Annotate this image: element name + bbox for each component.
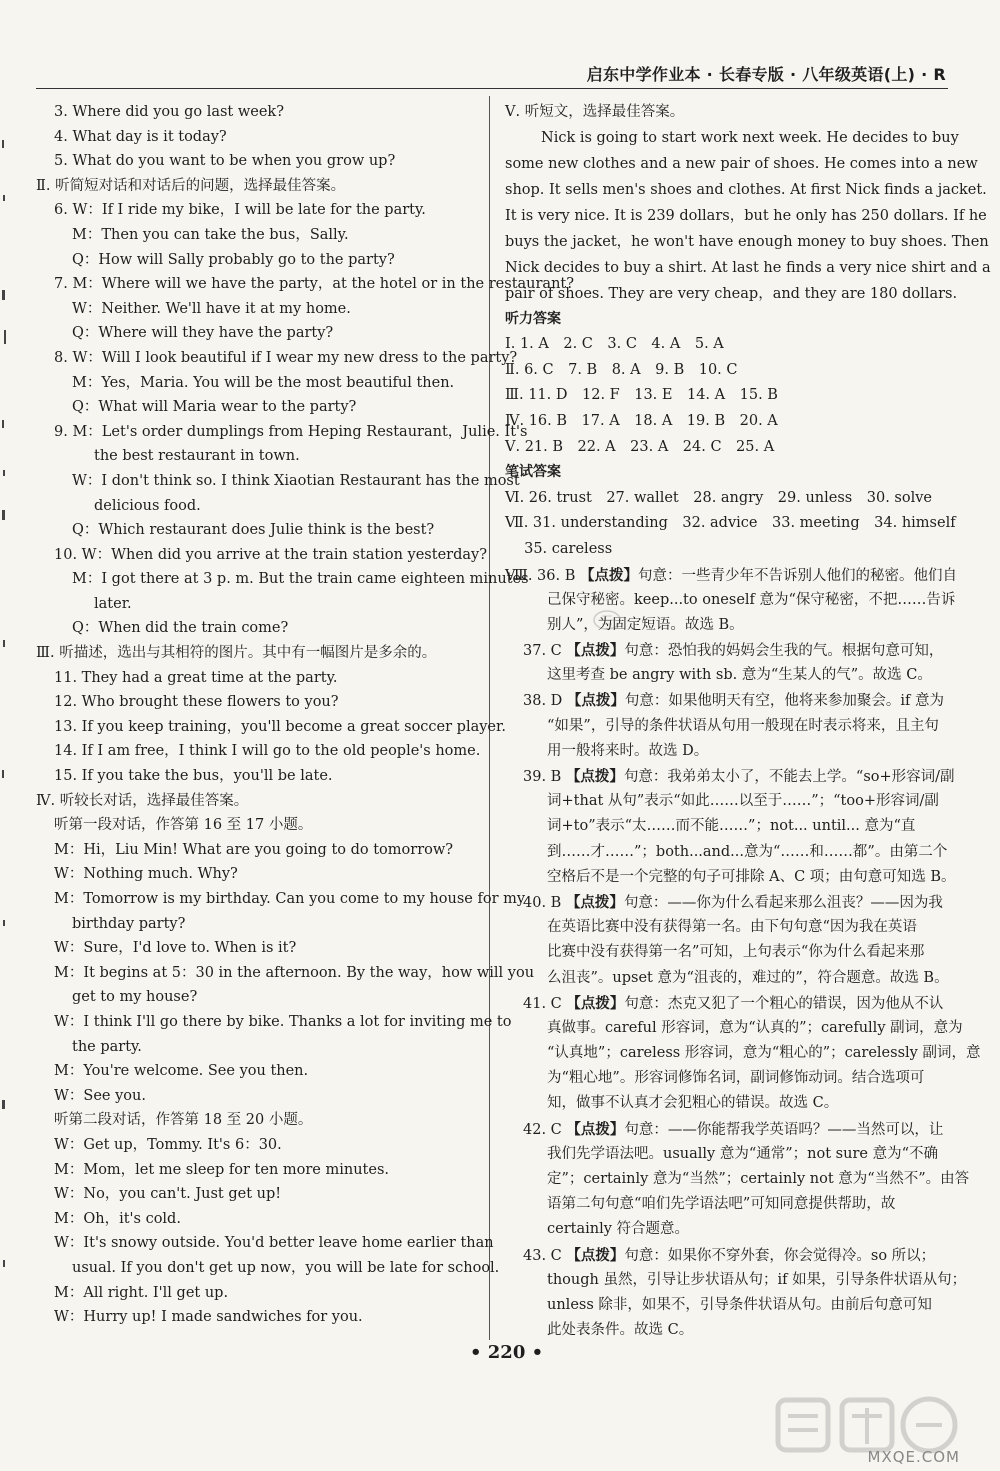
listening-answers <box>505 332 951 460</box>
explanation-line: 词+that 从句”表示“如此……以至于……”；“too+形容词/副 <box>547 793 939 810</box>
text-line: Ⅳ. 听较长对话，选择最佳答案。 <box>36 792 249 809</box>
text-line: 听第一段对话，作答第 16 至 17 小题。 <box>54 817 313 834</box>
hint-tag: 【点拨】 <box>566 1246 625 1264</box>
text-line: M：Yes，Maria. You will be the most beautiful then. <box>72 374 455 391</box>
passage-line: buys the jacket，he won't have enough money to buy shoes. Then <box>505 233 989 250</box>
text-line: usual. If you don't get up now，you will be late for school. <box>72 1259 500 1276</box>
text-line: 6. W：If I ride my bike，I will be late for the party. <box>54 202 426 219</box>
text-line: Q：How will Sally probably go to the party? <box>72 251 395 268</box>
text-line: W：I don't think so. I think Xiaotian Restaurant has the most <box>72 472 520 489</box>
hint-tag: 【点拨】 <box>566 994 625 1012</box>
right-column <box>505 100 991 1343</box>
explanation-text: 句意：如果他明天有空，他将来参加聚会。if 意为 <box>624 693 945 710</box>
written-answers-title: 笔试答案 <box>505 464 561 481</box>
explanation-line: though 虽然，引导让步状语从句；if 如果，引导条件状语从句； <box>547 1271 967 1288</box>
explanation-item <box>505 563 957 588</box>
explanation-line: 词+to”表示“太……而不能……”；not... until... 意为“直 <box>547 818 916 835</box>
explanation-line: 己保守秘密。keep...to oneself 意为“保守秘密，不把……告诉 <box>547 591 956 608</box>
explanation-line: 在英语比赛中没有获得第一名。由下句句意“因为我在英语 <box>547 919 917 936</box>
explanation-item <box>505 688 951 713</box>
explanations <box>505 563 981 1344</box>
text-line: W：Nothing much. Why? <box>54 866 238 883</box>
page-number: • 220 • <box>470 1342 544 1363</box>
text-line: Ⅲ. 听描述，选出与其相符的图片。其中有一幅图片是多余的。 <box>36 645 437 662</box>
explanation-line: “认真地”；careless 形容词，意为“粗心的”；carelessly 副词，意 <box>547 1045 981 1062</box>
text-line: 9. M：Let's order dumplings from Heping Restaurant，Julie. It's <box>54 423 528 440</box>
passage-line: Nick decides to buy a shirt. At last he finds a very nice shirt and a <box>505 259 991 276</box>
explanation-line: 空格后不是一个完整的句子可排除 A、C 项；由句意可知选 B。 <box>547 868 956 885</box>
answer-number: 41. C <box>523 995 567 1012</box>
text-line: 11. They had a great time at the party. <box>54 669 338 686</box>
explanation-line: 别人”，为固定短语。故选 B。 <box>547 616 744 633</box>
hint-tag: 【点拨】 <box>580 566 638 584</box>
explanation-line: “如果”，引导的条件状语从句用一般现在时表示将来，且主句 <box>547 717 939 734</box>
answer-line: Ⅴ. 21. B 22. A 23. A 24. C 25. A <box>505 438 775 455</box>
answer-line: Ⅳ. 16. B 17. A 18. A 19. B 20. A <box>505 412 778 429</box>
hint-tag: 【点拨】 <box>566 692 625 710</box>
passage-line: It is very nice. It is 239 dollars，but he only has 250 dollars. If he <box>505 207 987 224</box>
listening-passage <box>505 125 991 307</box>
explanation-line: 么沮丧”。upset 意为“沮丧的，难过的”，符合题意。故选 B。 <box>547 969 949 986</box>
explanation-line: 比赛中没有获得第一名”可知，上句表示“你为什么看起来那 <box>547 944 925 961</box>
text-line: M：Then you can take the bus，Sally. <box>72 226 349 243</box>
text-line: Q：What will Maria wear to the party? <box>72 399 357 416</box>
text-line: M：Tomorrow is my birthday. Can you come to my house for my <box>54 891 526 907</box>
answer-number: 37. C <box>523 643 567 660</box>
explanation-item <box>505 991 951 1016</box>
explanation-line: 真做事。careful 形容词，意为“认真的”；carefully 副词，意为 <box>547 1019 963 1036</box>
explanation-item <box>505 638 951 663</box>
text-line: M：All right. I'll get up. <box>54 1284 229 1301</box>
answer-number: 42. C <box>523 1121 567 1138</box>
text-line: the best restaurant in town. <box>94 448 300 465</box>
text-line: Q：When did the train come? <box>72 620 289 637</box>
hint-tag: 【点拨】 <box>566 642 625 660</box>
text-line: get to my house? <box>72 989 198 1006</box>
answer-line: Ⅱ. 6. C 7. B 8. A 9. B 10. C <box>505 361 738 378</box>
text-line: M：Oh，it's cold. <box>54 1210 181 1227</box>
passage-line: Nick is going to start work next week. He decides to buy <box>541 129 959 146</box>
explanation-item <box>505 1117 951 1142</box>
explanation-line: 为“粗心地”。形容词修饰名词，副词修饰动词。结合选项可 <box>547 1070 925 1087</box>
explanation-line: 我们先学语法吧。usually 意为“通常”；not sure 意为“不确 <box>547 1145 938 1162</box>
explanation-item <box>505 1243 951 1268</box>
explanation-line: 定”；certainly 意为“当然”；certainly not 意为“当然不”。由答 <box>547 1171 970 1188</box>
text-line: M：Mom，let me sleep for ten more minutes. <box>54 1161 390 1178</box>
text-line: W：Hurry up! I made sandwiches for you. <box>54 1309 363 1326</box>
text-line: later. <box>94 595 132 612</box>
answer-line: 35. careless <box>505 540 613 557</box>
text-line: 5. What do you want to be when you grow up? <box>54 153 396 170</box>
text-line: 14. If I am free，I think I will go to the old people's home. <box>54 743 481 760</box>
written-answers <box>505 486 956 563</box>
explanation-line: 用一般将来时。故选 D。 <box>547 742 709 759</box>
passage-line: shop. It sells men's shoes and clothes. At first Nick finds a jacket. <box>505 181 987 198</box>
text-line: W：I think I'll go there by bike. Thanks a lot for inviting me to <box>54 1013 512 1030</box>
text-line: birthday party? <box>72 915 186 932</box>
passage-line: some new clothes and a new pair of shoes. He comes into a new <box>505 155 978 172</box>
text-line: 听第二段对话，作答第 18 至 20 小题。 <box>54 1112 313 1129</box>
text-line: W：Sure，I'd love to. When is it? <box>54 940 297 957</box>
text-line: W：See you. <box>54 1087 146 1104</box>
explanation-line: certainly 符合题意。 <box>547 1221 690 1238</box>
text-line: M：Hi，Liu Min! What are you going to do tomorrow? <box>54 841 454 858</box>
explanation-text: 句意：杰克又犯了一个粗心的错误，因为他从不认 <box>624 995 944 1012</box>
answer-line: Ⅶ. 31. understanding 32. advice 33. meeting 34. himself <box>505 515 956 532</box>
explanation-line: 到……才……”；both...and...意为“……和……都”。由第二个 <box>547 843 948 860</box>
explanation-line: unless 除非，如果不，引导条件状语从句。由前后句意可知 <box>547 1296 932 1313</box>
text-line: W：It's snowy outside. You'd better leave home earlier than <box>54 1235 494 1252</box>
answer-number: 40. B <box>523 894 566 911</box>
section-heading: Ⅴ. 听短文，选择最佳答案。 <box>505 104 685 120</box>
page-header <box>36 58 948 89</box>
explanation-text: 句意：一些青少年不告诉别人他们的秘密。他们自 <box>638 567 957 584</box>
text-line: Ⅱ. 听简短对话和对话后的问题，选择最佳答案。 <box>36 177 346 194</box>
listening-answers-title: 听力答案 <box>505 310 561 327</box>
stamp-mark <box>592 608 622 632</box>
explanation-item <box>505 764 955 789</box>
text-line: M：You're welcome. See you then. <box>54 1063 309 1080</box>
explanation-text: 句意：我弟弟太小了，不能去上学。“so+形容词/副 <box>623 769 955 786</box>
text-line: the party. <box>72 1038 142 1055</box>
answer-number: 43. C <box>523 1247 567 1264</box>
text-line: 10. W：When did you arrive at the train station yesterday? <box>54 546 487 563</box>
answer-line: Ⅰ. 1. A 2. C 3. C 4. A 5. A <box>505 336 724 353</box>
text-line: 15. If you take the bus，you'll be late. <box>54 768 333 785</box>
explanation-line: 语第二句句意“咱们先学语法吧”可知同意提供帮助，故 <box>547 1196 896 1213</box>
text-line: W：Neither. We'll have it at my home. <box>72 300 351 317</box>
text-line: Q：Where will they have the party? <box>72 325 334 342</box>
text-line: 7. M：Where will we have the party，at the hotel or in the restaurant? <box>54 276 575 293</box>
explanation-line: 知，做事不认真才会犯粗心的错误。故选 C。 <box>547 1095 839 1112</box>
hint-tag: 【点拨】 <box>566 1120 625 1138</box>
text-line: 8. W：Will I look beautiful if I wear my new dress to the party? <box>54 349 518 366</box>
text-line: 3. Where did you go last week? <box>54 104 284 120</box>
explanation-line: 这里考查 be angry with sb. 意为“生某人的气”。故选 C。 <box>547 667 932 684</box>
text-line: 4. What day is it today? <box>54 128 227 145</box>
passage-line: pair of shoes. They are very cheap，and they are 180 dollars. <box>505 285 958 302</box>
hint-tag: 【点拨】 <box>565 768 624 786</box>
explanation-text: 句意：——你为什么看起来那么沮丧？——因为我 <box>623 894 943 911</box>
text-line: 13. If you keep training，you'll become a great soccer player. <box>54 718 506 735</box>
answer-number: Ⅷ. 36. B <box>505 567 580 584</box>
text-line: M：I got there at 3 p. m. But the train came eighteen minutes <box>72 571 529 588</box>
text-line: 12. Who brought these flowers to you? <box>54 694 339 711</box>
text-line: Q：Which restaurant does Julie think is the best? <box>72 522 435 539</box>
explanation-text: 句意：恐怕我的妈妈会生我的气。根据句意可知， <box>624 643 944 660</box>
watermark-site: MXQE.COM <box>867 1448 960 1466</box>
answer-number: 38. D <box>523 693 567 710</box>
answer-line: Ⅲ. 11. D 12. F 13. E 14. A 15. B <box>505 387 778 404</box>
answer-number: 39. B <box>523 769 566 786</box>
text-line: W：No，you can't. Just get up! <box>54 1186 282 1203</box>
header-title: 启东中学作业本 · 长春专版 · 八年级英语(上) · R <box>586 65 946 84</box>
hint-tag: 【点拨】 <box>565 893 624 911</box>
answer-line: Ⅵ. 26. trust 27. wallet 28. angry 29. unless 30. solve <box>505 489 932 506</box>
explanation-line: 此处表条件。故选 C。 <box>547 1322 694 1339</box>
explanation-text: 句意：——你能帮我学英语吗？——当然可以，让 <box>624 1121 944 1138</box>
explanation-item <box>505 890 951 915</box>
binding-margin-marks <box>0 0 30 1471</box>
text-line: delicious food. <box>94 497 201 514</box>
explanation-text: 句意：如果你不穿外套，你会觉得冷。so 所以； <box>624 1247 936 1264</box>
text-line: M：It begins at 5：30 in the afternoon. By the way，how will you <box>54 964 535 981</box>
text-line: W：Get up，Tommy. It's 6：30. <box>54 1136 282 1153</box>
